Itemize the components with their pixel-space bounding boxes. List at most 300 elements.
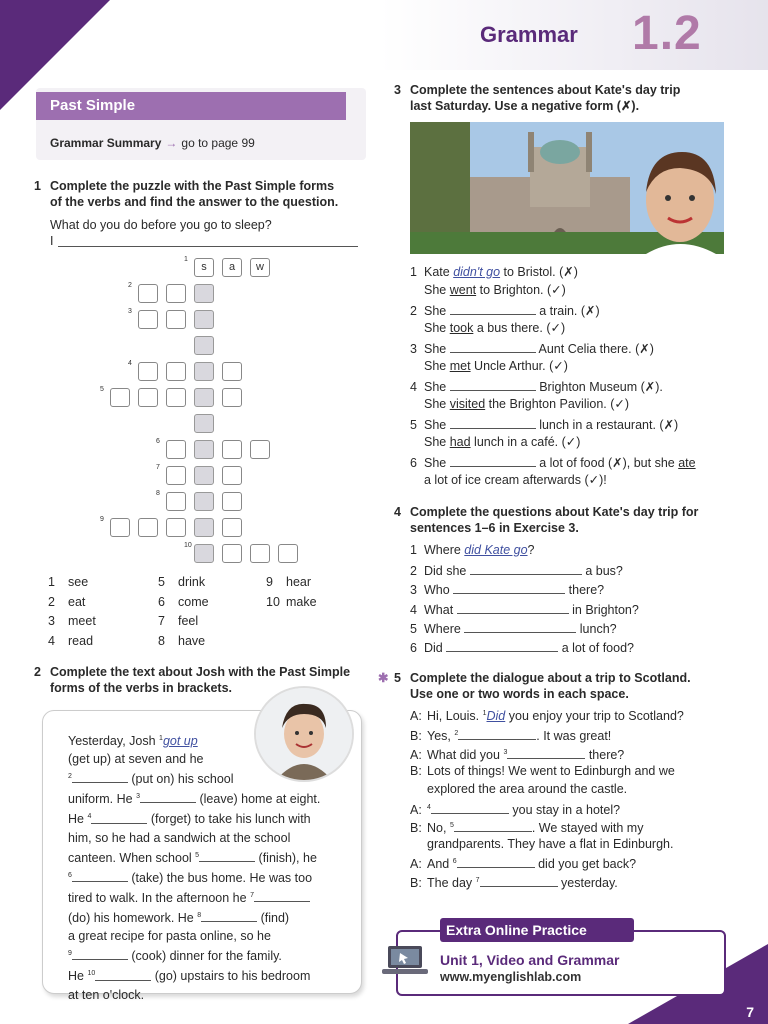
speaker-label: A: bbox=[410, 802, 422, 817]
puzzle-row-number: 9 bbox=[100, 516, 104, 523]
puzzle-cell[interactable]: w bbox=[250, 258, 270, 277]
item-text: lunch? bbox=[576, 621, 617, 636]
verb-word: make bbox=[286, 594, 317, 609]
gap-number: 2 bbox=[454, 730, 459, 738]
ex4-blank[interactable] bbox=[464, 620, 576, 633]
item-number: 5 bbox=[410, 621, 417, 636]
dialogue-blank[interactable] bbox=[458, 727, 536, 740]
item-text: to Bristol. (✗) bbox=[500, 265, 578, 279]
unit-number: 1.2 bbox=[632, 7, 702, 60]
puzzle-row-number: 1 bbox=[184, 256, 188, 263]
item-text: Where bbox=[424, 621, 465, 636]
puzzle-cell[interactable] bbox=[222, 466, 242, 485]
item-text: a lot of food? bbox=[558, 641, 634, 655]
item-text: the Brighton Pavilion. (✓) bbox=[485, 397, 630, 411]
page-number: 7 bbox=[746, 1004, 754, 1020]
ex3-instr-line2: last Saturday. Use a negative form (✗). bbox=[410, 99, 640, 113]
ex3-item-line1 bbox=[410, 416, 678, 432]
verb-item bbox=[48, 593, 96, 613]
arrow-right-icon: → bbox=[165, 136, 178, 150]
ex4-blank[interactable] bbox=[446, 639, 558, 652]
verb-item bbox=[158, 573, 209, 593]
puzzle-cell[interactable] bbox=[222, 388, 242, 407]
puzzle-cell[interactable] bbox=[110, 518, 130, 537]
verb-number: 7 bbox=[158, 614, 165, 628]
gap-number: 1 bbox=[482, 709, 487, 717]
verb-number: 10 bbox=[266, 594, 280, 609]
speaker-label: B: bbox=[410, 729, 422, 744]
item-text: She bbox=[424, 359, 450, 373]
gap-number: 5 bbox=[195, 851, 200, 859]
story-text bbox=[68, 730, 348, 1004]
puzzle-cell[interactable] bbox=[166, 492, 186, 511]
verb-number: 1 bbox=[48, 575, 55, 589]
dialogue-line bbox=[410, 782, 627, 796]
dialogue-blank[interactable] bbox=[507, 746, 585, 759]
puzzle-cell[interactable] bbox=[194, 544, 214, 563]
story-blank[interactable] bbox=[201, 909, 257, 922]
ex3-item-line2 bbox=[424, 472, 607, 487]
ex2-instr-line1: Complete the text about Josh with the Past Simple bbox=[50, 665, 351, 679]
item-text: Who bbox=[424, 583, 454, 598]
ex4-item bbox=[410, 562, 623, 578]
extra-practice-title: Unit 1, Video and Grammar bbox=[440, 952, 620, 968]
item-number: 5 bbox=[410, 418, 417, 432]
story-line bbox=[68, 986, 348, 1004]
puzzle-row-number: 5 bbox=[100, 386, 104, 393]
verb-item bbox=[48, 573, 96, 593]
verb-word: come bbox=[178, 594, 209, 609]
ex3-blank[interactable] bbox=[450, 302, 536, 315]
brighton-photo bbox=[410, 122, 724, 254]
story-line bbox=[68, 768, 348, 788]
puzzle-cell[interactable] bbox=[166, 362, 186, 381]
story-line bbox=[68, 927, 348, 945]
verb-item bbox=[48, 612, 96, 632]
story-blank[interactable] bbox=[95, 968, 151, 981]
item-text: She bbox=[424, 321, 450, 335]
story-text-part: Yesterday, Josh bbox=[68, 734, 160, 749]
dialogue-text: Hi, Louis. bbox=[427, 709, 483, 723]
item-text: a lot of food (✗), but she bbox=[535, 456, 679, 470]
puzzle-row-number: 10 bbox=[184, 542, 192, 549]
verb-number: 5 bbox=[158, 575, 165, 589]
dialogue-text: explored the area around the castle. bbox=[427, 782, 628, 797]
puzzle-cell[interactable]: a bbox=[222, 258, 242, 277]
puzzle-cell[interactable] bbox=[250, 544, 270, 563]
puzzle-cell[interactable] bbox=[194, 284, 214, 303]
story-text-part: (find) bbox=[257, 911, 290, 926]
item-text: a bus there. (✓) bbox=[473, 321, 566, 335]
ex4-item bbox=[410, 601, 639, 617]
puzzle-cell[interactable] bbox=[138, 388, 158, 407]
story-text-part: (go) upstairs to his bedroom bbox=[151, 969, 311, 984]
dialogue-blank[interactable] bbox=[457, 855, 535, 868]
ex1-number: 1 bbox=[34, 179, 41, 193]
story-text-part: (finish), he bbox=[255, 850, 317, 865]
story-line bbox=[68, 945, 348, 965]
puzzle-cell[interactable] bbox=[194, 310, 214, 329]
story-text-part: him, so he had a sandwich at the school bbox=[68, 830, 291, 845]
puzzle-cell[interactable] bbox=[138, 362, 158, 381]
story-text-part: (take) the bus home. He was too bbox=[127, 870, 313, 885]
story-text-part: tired to walk. In the afternoon he bbox=[68, 891, 251, 906]
ex4-instr-line1: Complete the questions about Kate's day trip for bbox=[410, 505, 699, 519]
puzzle-cell[interactable] bbox=[166, 466, 186, 485]
story-line bbox=[68, 829, 348, 847]
story-line bbox=[68, 887, 348, 907]
ex4-blank[interactable] bbox=[470, 562, 582, 575]
verb-number: 6 bbox=[158, 594, 165, 609]
dialogue-line bbox=[410, 837, 673, 851]
ex4-blank[interactable] bbox=[453, 581, 565, 594]
verb-word: have bbox=[178, 633, 206, 648]
story-line bbox=[68, 788, 348, 808]
item-number: 4 bbox=[410, 380, 417, 394]
verb-number: 3 bbox=[48, 614, 55, 628]
puzzle-row-number: 6 bbox=[156, 438, 160, 445]
ex3-blank[interactable] bbox=[450, 454, 536, 467]
gap-number: 2 bbox=[68, 773, 72, 781]
story-blank[interactable] bbox=[91, 811, 147, 824]
ex2-number: 2 bbox=[34, 665, 41, 679]
verb-word: eat bbox=[68, 594, 86, 609]
puzzle-row-number: 7 bbox=[156, 464, 160, 471]
verb-word: read bbox=[68, 633, 94, 648]
item-number: 6 bbox=[410, 456, 417, 470]
gap-number: 9 bbox=[68, 950, 72, 958]
dialogue-line bbox=[410, 801, 620, 817]
story-text-part: (do) his homework. He bbox=[68, 911, 198, 926]
verb-number: 4 bbox=[48, 633, 55, 648]
item-text: She bbox=[424, 304, 450, 318]
puzzle-row-number: 8 bbox=[156, 490, 160, 497]
underlined-verb: took bbox=[449, 321, 474, 335]
dialogue-text: Yes, bbox=[427, 729, 455, 744]
item-number: 2 bbox=[410, 564, 417, 579]
ex3-item-line2 bbox=[424, 320, 565, 335]
puzzle-row-number: 2 bbox=[128, 282, 132, 289]
dialogue-text: grandparents. They have a flat in Edinburgh. bbox=[427, 837, 674, 852]
example-answer: Did bbox=[486, 709, 506, 723]
underlined-verb: went bbox=[449, 283, 477, 297]
extra-practice-tag: Extra Online Practice bbox=[440, 918, 634, 942]
verb-item bbox=[158, 612, 209, 632]
underlined-verb: had bbox=[449, 435, 471, 449]
dialogue-text: yesterday. bbox=[557, 875, 618, 890]
dialogue-text: Lots of things! We went to Edinburgh and we bbox=[427, 763, 675, 778]
verb-number: 2 bbox=[48, 594, 55, 609]
story-line bbox=[68, 867, 348, 887]
puzzle-row-number: 3 bbox=[128, 308, 132, 315]
speaker-label: A: bbox=[410, 857, 422, 872]
underlined-verb: ate bbox=[678, 456, 696, 470]
ex4-item bbox=[410, 581, 604, 597]
puzzle-cell[interactable] bbox=[222, 544, 242, 563]
summary-label: Grammar Summary bbox=[50, 136, 162, 150]
item-text: a train. (✗) bbox=[535, 304, 600, 318]
ex3-number: 3 bbox=[394, 83, 401, 97]
puzzle-cell[interactable] bbox=[194, 466, 214, 485]
story-line bbox=[68, 750, 348, 768]
gap-number: 1 bbox=[159, 735, 163, 742]
verb-word: see bbox=[68, 575, 89, 589]
item-number: 1 bbox=[410, 265, 417, 279]
ex5-instr-line2: Use one or two words in each space. bbox=[410, 687, 629, 701]
item-text: Did she bbox=[424, 564, 470, 579]
speaker-label: B: bbox=[410, 763, 422, 778]
dialogue-text: you enjoy your trip to Scotland? bbox=[505, 709, 684, 723]
item-text: to Brighton. (✓) bbox=[476, 283, 566, 297]
story-line bbox=[68, 847, 348, 867]
story-text-part: at ten o'clock. bbox=[68, 987, 145, 1002]
dialogue-text: . It was great! bbox=[536, 729, 612, 744]
puzzle-cell[interactable] bbox=[166, 518, 186, 537]
gap-number: 8 bbox=[197, 912, 202, 920]
example-answer: did Kate go bbox=[464, 543, 528, 557]
gap-number: 7 bbox=[475, 876, 480, 884]
underlined-verb: met bbox=[449, 359, 471, 373]
puzzle-cell[interactable] bbox=[222, 362, 242, 381]
laptop-icon bbox=[382, 944, 428, 976]
ex1-instructions bbox=[50, 178, 370, 210]
puzzle-row-number: 4 bbox=[128, 360, 132, 367]
item-text: She bbox=[424, 342, 450, 356]
story-text-part: uniform. He bbox=[68, 792, 137, 807]
dialogue-line bbox=[410, 727, 611, 743]
story-line bbox=[68, 965, 348, 985]
story-blank[interactable] bbox=[72, 770, 128, 783]
gap-number: 4 bbox=[87, 813, 92, 821]
item-number: 3 bbox=[410, 583, 417, 598]
ex4-number: 4 bbox=[394, 505, 401, 519]
ex3-blank[interactable] bbox=[450, 340, 536, 353]
speaker-label: A: bbox=[410, 747, 422, 762]
item-text: ? bbox=[527, 543, 535, 557]
ex3-blank[interactable] bbox=[450, 378, 536, 391]
item-text: lunch in a restaurant. (✗) bbox=[535, 418, 679, 432]
puzzle-cell[interactable] bbox=[278, 544, 298, 563]
verb-item bbox=[158, 632, 209, 652]
verb-item bbox=[48, 632, 96, 652]
story-blank[interactable] bbox=[72, 947, 128, 960]
ex5-instructions bbox=[410, 670, 730, 702]
item-number: 4 bbox=[410, 602, 417, 617]
dialogue-text: there? bbox=[585, 747, 625, 762]
puzzle-cell[interactable] bbox=[194, 414, 214, 433]
ex3-item-line1 bbox=[410, 454, 696, 470]
story-text-part: He bbox=[68, 812, 88, 827]
ex1-answer-line[interactable] bbox=[58, 232, 358, 247]
puzzle-cell[interactable] bbox=[250, 440, 270, 459]
puzzle-cell[interactable] bbox=[194, 440, 214, 459]
dialogue-line bbox=[410, 746, 624, 762]
item-text: Where bbox=[424, 543, 465, 557]
grammar-box-title: Past Simple bbox=[36, 92, 346, 120]
ex5-instr-line1: Complete the dialogue about a trip to Scotland. bbox=[410, 671, 691, 685]
dialogue-text: And bbox=[427, 857, 453, 872]
dialogue-text: . We stayed with my bbox=[531, 820, 644, 835]
ex3-item-line2 bbox=[424, 282, 566, 297]
puzzle-cell[interactable] bbox=[166, 310, 186, 329]
item-text: She bbox=[424, 380, 450, 394]
item-text: a bus? bbox=[581, 564, 623, 579]
verb-item bbox=[266, 573, 317, 593]
puzzle-cell[interactable] bbox=[222, 518, 242, 537]
ex2-instr-line2: forms of the verbs in brackets. bbox=[50, 681, 233, 695]
verb-item bbox=[266, 593, 317, 613]
dialogue-line bbox=[410, 709, 684, 723]
speaker-label: B: bbox=[410, 875, 422, 890]
item-text: Uncle Arthur. (✓) bbox=[470, 359, 568, 373]
dialogue-text: did you get back? bbox=[534, 857, 637, 872]
gap-number: 6 bbox=[452, 858, 457, 866]
ex1-question: What do you do before you go to sleep? bbox=[50, 218, 272, 232]
item-text: She bbox=[424, 456, 450, 470]
ex3-item-line1 bbox=[410, 378, 663, 394]
section-title: Grammar bbox=[480, 22, 578, 47]
gap-number: 6 bbox=[68, 871, 72, 879]
story-line bbox=[68, 730, 348, 750]
dialogue-line bbox=[410, 819, 643, 835]
ex3-item-line2 bbox=[424, 358, 568, 373]
item-text: in Brighton? bbox=[568, 602, 639, 617]
ex1-instr-line2: of the verbs and find the answer to the question. bbox=[50, 195, 339, 209]
ex3-item-line1 bbox=[410, 302, 600, 318]
verb-word: drink bbox=[178, 575, 206, 589]
puzzle-cell[interactable] bbox=[138, 284, 158, 303]
dialogue-line bbox=[410, 855, 636, 871]
verb-word: hear bbox=[286, 575, 312, 589]
ex4-instructions bbox=[410, 504, 730, 536]
gap-number: 10 bbox=[87, 970, 96, 978]
verb-word: meet bbox=[68, 614, 96, 628]
puzzle-cell[interactable] bbox=[222, 440, 242, 459]
item-number: 3 bbox=[410, 342, 417, 356]
story-line bbox=[68, 907, 348, 927]
story-line bbox=[68, 808, 348, 828]
dialogue-line bbox=[410, 764, 675, 778]
gap-number: 5 bbox=[449, 821, 454, 829]
item-text: What bbox=[424, 602, 457, 617]
ex3-blank[interactable] bbox=[450, 416, 536, 429]
puzzle-cell[interactable] bbox=[194, 362, 214, 381]
puzzle-cell[interactable] bbox=[166, 388, 186, 407]
story-text-part: He bbox=[68, 969, 88, 984]
story-text-part: a great recipe for pasta online, so he bbox=[68, 929, 271, 944]
puzzle-cell[interactable] bbox=[110, 388, 130, 407]
item-number: 6 bbox=[410, 641, 417, 655]
item-text: She bbox=[424, 397, 450, 411]
verb-list-col1 bbox=[48, 573, 96, 651]
puzzle-cell[interactable] bbox=[194, 518, 214, 537]
item-text: She bbox=[424, 418, 450, 432]
grammar-summary-link[interactable] bbox=[50, 136, 255, 150]
ex4-item bbox=[410, 543, 535, 557]
item-number: 1 bbox=[410, 543, 417, 557]
ex4-item bbox=[410, 620, 617, 636]
puzzle-cell[interactable] bbox=[194, 336, 214, 355]
story-text-part: (leave) home at eight. bbox=[196, 792, 321, 807]
puzzle-cell[interactable]: s bbox=[194, 258, 214, 277]
speaker-label: A: bbox=[410, 709, 422, 723]
gap-number: 7 bbox=[250, 891, 254, 899]
story-blank[interactable] bbox=[140, 790, 196, 803]
item-text: She bbox=[424, 435, 450, 449]
dialogue-blank[interactable] bbox=[454, 819, 532, 832]
gap-number: 3 bbox=[503, 748, 508, 756]
verb-list-col3 bbox=[266, 573, 317, 612]
ex1-answer-start: I bbox=[50, 234, 54, 248]
story-text-part: (get up) at seven and he bbox=[68, 752, 204, 767]
verb-item bbox=[158, 593, 209, 613]
example-answer: didn't go bbox=[453, 265, 501, 279]
story-text-part: canteen. When school bbox=[68, 850, 196, 865]
puzzle-cell[interactable] bbox=[222, 492, 242, 511]
summary-target: go to page 99 bbox=[181, 136, 255, 150]
puzzle-cell[interactable] bbox=[194, 492, 214, 511]
verb-number: 9 bbox=[266, 575, 273, 589]
verb-number: 8 bbox=[158, 633, 165, 648]
ex3-instr-line1: Complete the sentences about Kate's day trip bbox=[410, 83, 681, 97]
ex1-instr-line1: Complete the puzzle with the Past Simple forms bbox=[50, 179, 335, 193]
ex3-item-line2 bbox=[424, 434, 580, 449]
underlined-verb: visited bbox=[449, 397, 486, 411]
dialogue-blank[interactable] bbox=[480, 874, 558, 887]
ex3-item-line1 bbox=[410, 264, 578, 279]
puzzle-cell[interactable] bbox=[166, 284, 186, 303]
item-text: Aunt Celia there. (✗) bbox=[535, 342, 654, 356]
ex3-instructions bbox=[410, 82, 730, 114]
item-text: Did bbox=[424, 641, 447, 655]
item-text: Kate bbox=[424, 265, 454, 279]
story-blank[interactable] bbox=[72, 869, 128, 882]
dialogue-blank[interactable] bbox=[431, 801, 509, 814]
dialogue-text: The day bbox=[427, 875, 476, 890]
puzzle-cell[interactable] bbox=[166, 440, 186, 459]
ex4-instr-line2: sentences 1–6 in Exercise 3. bbox=[410, 521, 579, 535]
dialogue-text: you stay in a hotel? bbox=[508, 802, 621, 817]
gap-number: 3 bbox=[136, 793, 140, 801]
story-text-part: (cook) dinner for the family. bbox=[127, 949, 282, 964]
challenge-star-icon: ✱ bbox=[378, 671, 389, 685]
puzzle-cell[interactable] bbox=[138, 518, 158, 537]
item-text: there? bbox=[565, 583, 605, 598]
item-text: a lot of ice cream afterwards (✓)! bbox=[424, 473, 607, 487]
extra-practice-url[interactable]: www.myenglishlab.com bbox=[440, 970, 582, 984]
verb-word: feel bbox=[178, 614, 199, 628]
ex5-number: 5 bbox=[394, 671, 401, 685]
dialogue-line bbox=[410, 874, 618, 890]
item-text: Brighton Museum (✗). bbox=[535, 380, 663, 394]
story-blank[interactable] bbox=[254, 889, 310, 902]
story-text-part: (put on) his school bbox=[127, 772, 234, 787]
item-text: She bbox=[424, 283, 450, 297]
story-text-part: (forget) to take his lunch with bbox=[147, 812, 311, 827]
item-number: 2 bbox=[410, 304, 417, 318]
dialogue-text: No, bbox=[427, 820, 450, 835]
puzzle-cell[interactable] bbox=[138, 310, 158, 329]
ex3-item-line2 bbox=[424, 396, 629, 411]
dialogue-text: What did you bbox=[427, 747, 504, 762]
ex4-blank[interactable] bbox=[457, 601, 569, 614]
puzzle-cell[interactable] bbox=[194, 388, 214, 407]
ex3-item-line1 bbox=[410, 340, 654, 356]
story-blank[interactable] bbox=[199, 849, 255, 862]
item-text: lunch in a café. (✓) bbox=[470, 435, 581, 449]
speaker-label: B: bbox=[410, 820, 422, 835]
example-answer: got up bbox=[162, 734, 198, 749]
